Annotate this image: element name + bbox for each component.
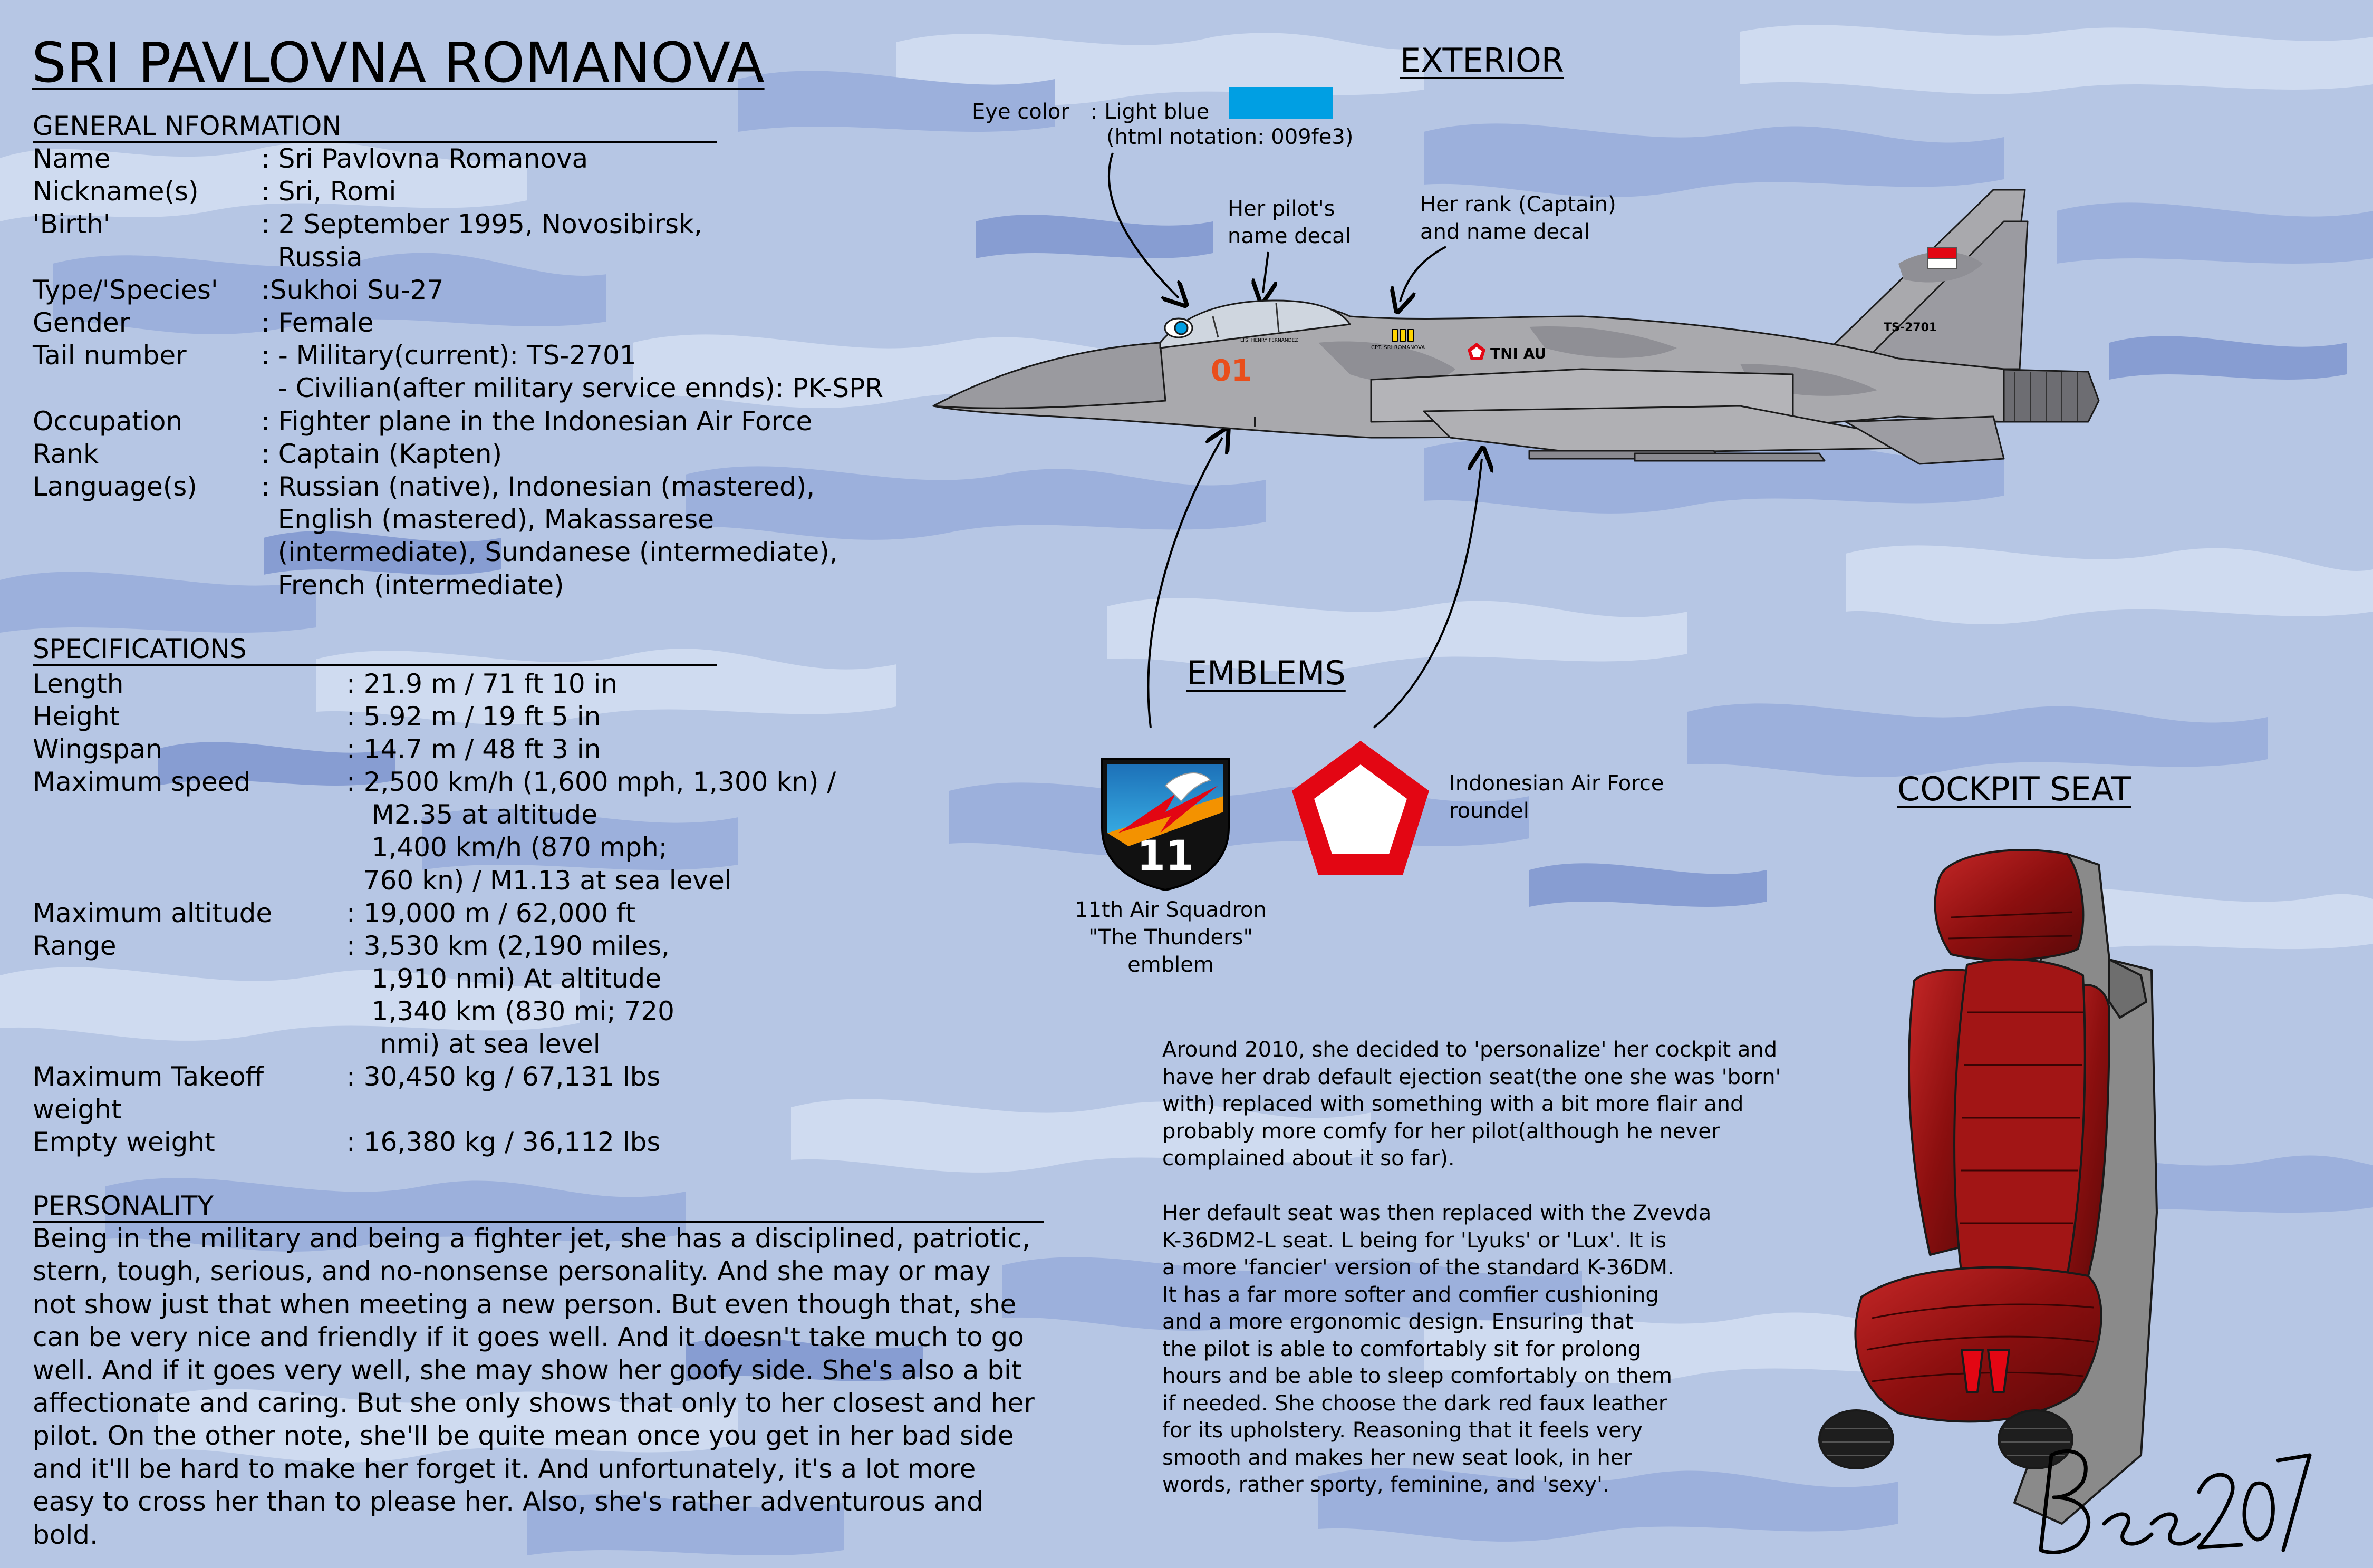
squadron-emblem [1097,754,1234,891]
info-row-value: : Female [261,307,374,338]
personality-line: easy to cross her than to please her. Also, she's rather adventurous and [33,1486,983,1517]
signature-drawing [2030,1434,2315,1561]
eye-color-label: Eye color [972,100,1069,124]
info-row-value: nmi) at sea level [346,1029,601,1060]
info-row-value: - Civilian(after military service ennds): PK-SPR [261,373,884,404]
seat-text-line: for its upholstery. Reasoning that it feels very [1162,1418,1643,1443]
info-row-value: : Fighter plane in the Indonesian Air Force [261,405,813,437]
info-row-value: : 14.7 m / 48 ft 3 in [346,734,601,765]
info-row-value: : Sri Pavlovna Romanova [261,143,589,174]
info-row-value: (intermediate), Sundanese (intermediate), [261,537,838,568]
seat-text-line: with) replaced with something with a bit more flair and [1162,1092,1744,1116]
roundel-caption-line: roundel [1449,799,1529,823]
seat-text-line: complained about it so far). [1162,1146,1455,1170]
personality-heading: PERSONALITY [33,1190,1044,1223]
personality-line: can be very nice and friendly if it goes well. And it doesn't take much to go [33,1322,1024,1353]
info-row-label: 'Birth' [33,209,111,240]
seat-text-line: K-36DM2-L seat. L being for 'Lyuks' or 'Lux'. It is [1162,1228,1667,1253]
annotation-arrows [1109,153,1482,728]
seat-text-line: and a more ergonomic design. Ensuring that [1162,1310,1634,1334]
info-row-label: Tail number [33,340,187,371]
cockpit-seat-heading: COCKPIT SEAT [1897,770,2131,808]
info-row-label: Language(s) [33,471,197,502]
rank-decal-caption-line2: and name decal [1420,220,1590,244]
info-row-value: : 19,000 m / 62,000 ft [346,897,636,928]
personality-line: Being in the military and being a fighter jet, she has a disciplined, patriotic, [33,1223,1031,1254]
roundel-caption [1449,770,1664,825]
roundel [1287,735,1434,883]
info-row-value: : 21.9 m / 71 ft 10 in [346,669,618,699]
page-title: SRI PAVLOVNA ROMANOVA [32,31,765,95]
personality-line: well. And if it goes very well, she may show her goofy side. She's also a bit [33,1354,1022,1386]
info-row-label: Rank [33,438,99,469]
info-row-value: : Russian (native), Indonesian (mastered), [261,471,815,502]
personality-line: bold. [33,1519,98,1550]
eye-color-value: : Light blue [1091,100,1210,124]
seat-text-line: Around 2010, she decided to 'personalize' her cockpit and [1162,1038,1778,1062]
info-row-value: : Captain (Kapten) [261,438,503,469]
info-row-label: Maximum Takeoff [33,1061,264,1092]
jet-tail-number: TS-2701 [1884,321,1937,334]
personality-line: affectionate and caring. But she only shows that only to her closest and her [33,1388,1035,1419]
seat-text-line: Her default seat was then replaced with the Zvevda [1162,1201,1712,1225]
pilot-decal-caption-line1: Her pilot's [1228,197,1335,221]
squadron-caption-line: 11th Air Squadron [1075,898,1267,922]
info-row-value: 760 kn) / M1.13 at sea level [346,865,732,896]
seat-text-line: if needed. She choose the dark red faux leather [1162,1391,1667,1416]
info-row-label: Empty weight [33,1127,215,1158]
seat-text-line: It has a far more softer and comfier cushioning [1162,1282,1659,1307]
info-row-value: French (intermediate) [261,569,564,601]
artist-signature [2030,1434,2315,1561]
info-row-label: Gender [33,307,130,338]
info-row-value: :Sukhoi Su-27 [261,274,444,305]
info-row-label: Length [33,669,124,699]
squadron-caption-line: emblem [1127,953,1214,977]
info-row-label-cont: weight [33,1094,122,1125]
seat-text-line: a more 'fancier' version of the standard K-36DM. [1162,1255,1674,1280]
rank-decal-caption-line1: Her rank (Captain) [1420,192,1616,217]
info-row-label: Height [33,701,120,732]
seat-text-line: smooth and makes her new seat look, in her [1162,1445,1632,1470]
info-row-label: Range [33,930,117,961]
info-row-value: M2.35 at altitude [346,799,598,830]
ejection-seat-illustration [1740,844,2215,1529]
info-row-label: Maximum altitude [33,897,273,928]
jet-rank-decal: CPT. SRI ROMANOVA [1371,345,1425,351]
info-row-value: Russia [261,241,363,273]
general-info-heading: GENERAL NFORMATION [33,111,717,143]
personality-text [33,1222,1066,1551]
emblems-heading: EMBLEMS [1186,654,1346,692]
jet-pilot-decal: LTS. HENRY FERNANDEZ [1240,338,1298,343]
personality-line: and it'll be hard to make her forget it. And unfortunately, it's a lot more [33,1453,976,1484]
seat-text-line: the pilot is able to comfortably sit for prolong [1162,1337,1642,1361]
info-row-value: : 2,500 km/h (1,600 mph, 1,300 kn) / [346,767,836,798]
personality-line: not show just that when meeting a new person. But even though that, she [33,1289,1017,1320]
specifications-heading: SPECIFICATIONS [33,634,717,666]
info-row-label: Name [33,143,111,174]
personality-line: stern, tough, serious, and no-nonsense personality. And she may or may [33,1256,991,1287]
personality-line: pilot. On the other note, she'll be quite mean once you get in her bad side [33,1420,1014,1451]
seat-description-paragraph-1 [1162,1037,1781,1173]
seat-text-line: have her drab default ejection seat(the one she was 'born' [1162,1064,1781,1089]
squadron-number: 11 [1136,833,1194,880]
info-row-value: 1,340 km (830 mi; 720 [346,995,674,1027]
info-row-value: : 16,380 kg / 36,112 lbs [346,1127,661,1158]
info-row-value: : 3,530 km (2,190 miles, [346,930,670,961]
jet-nose-number: 01 [1211,354,1252,388]
info-row-label: Wingspan [33,734,162,765]
seat-text-line: words, rather sporty, feminine, and 'sexy'. [1162,1473,1609,1497]
seat-description-paragraph-2 [1162,1200,1711,1499]
info-row-value: : 30,450 kg / 67,131 lbs [346,1061,661,1092]
seat-text-line: probably more comfy for her pilot(although he never [1162,1119,1720,1144]
roundel-caption-line: Indonesian Air Force [1449,771,1664,796]
squadron-caption-line: "The Thunders" [1088,925,1253,950]
info-row-label: Occupation [33,405,183,437]
info-row-value: : Sri, Romi [261,176,397,207]
info-row-label: Type/'Species' [33,274,218,305]
info-row-value: English (mastered), Makassarese [261,504,715,535]
jet-air-force-label: TNI AU [1490,345,1547,362]
exterior-heading: EXTERIOR [1400,41,1564,80]
info-row-value: 1,400 km/h (870 mph; [346,832,668,863]
info-row-value: : 5.92 m / 19 ft 5 in [346,701,601,732]
eye-color-note: (html notation: 009fe3) [1106,125,1354,149]
pilot-decal-caption-line2: name decal [1228,224,1351,248]
info-row-value: : 2 September 1995, Novosibirsk, [261,209,702,240]
info-row-value: 1,910 nmi) At altitude [346,963,662,994]
squadron-emblem-caption [1065,896,1276,979]
info-row-label: Nickname(s) [33,176,199,207]
seat-text-line: hours and be able to sleep comfortably on them [1162,1364,1673,1388]
info-row-label: Maximum speed [33,767,251,798]
info-row-value: : - Military(current): TS-2701 [261,340,636,371]
